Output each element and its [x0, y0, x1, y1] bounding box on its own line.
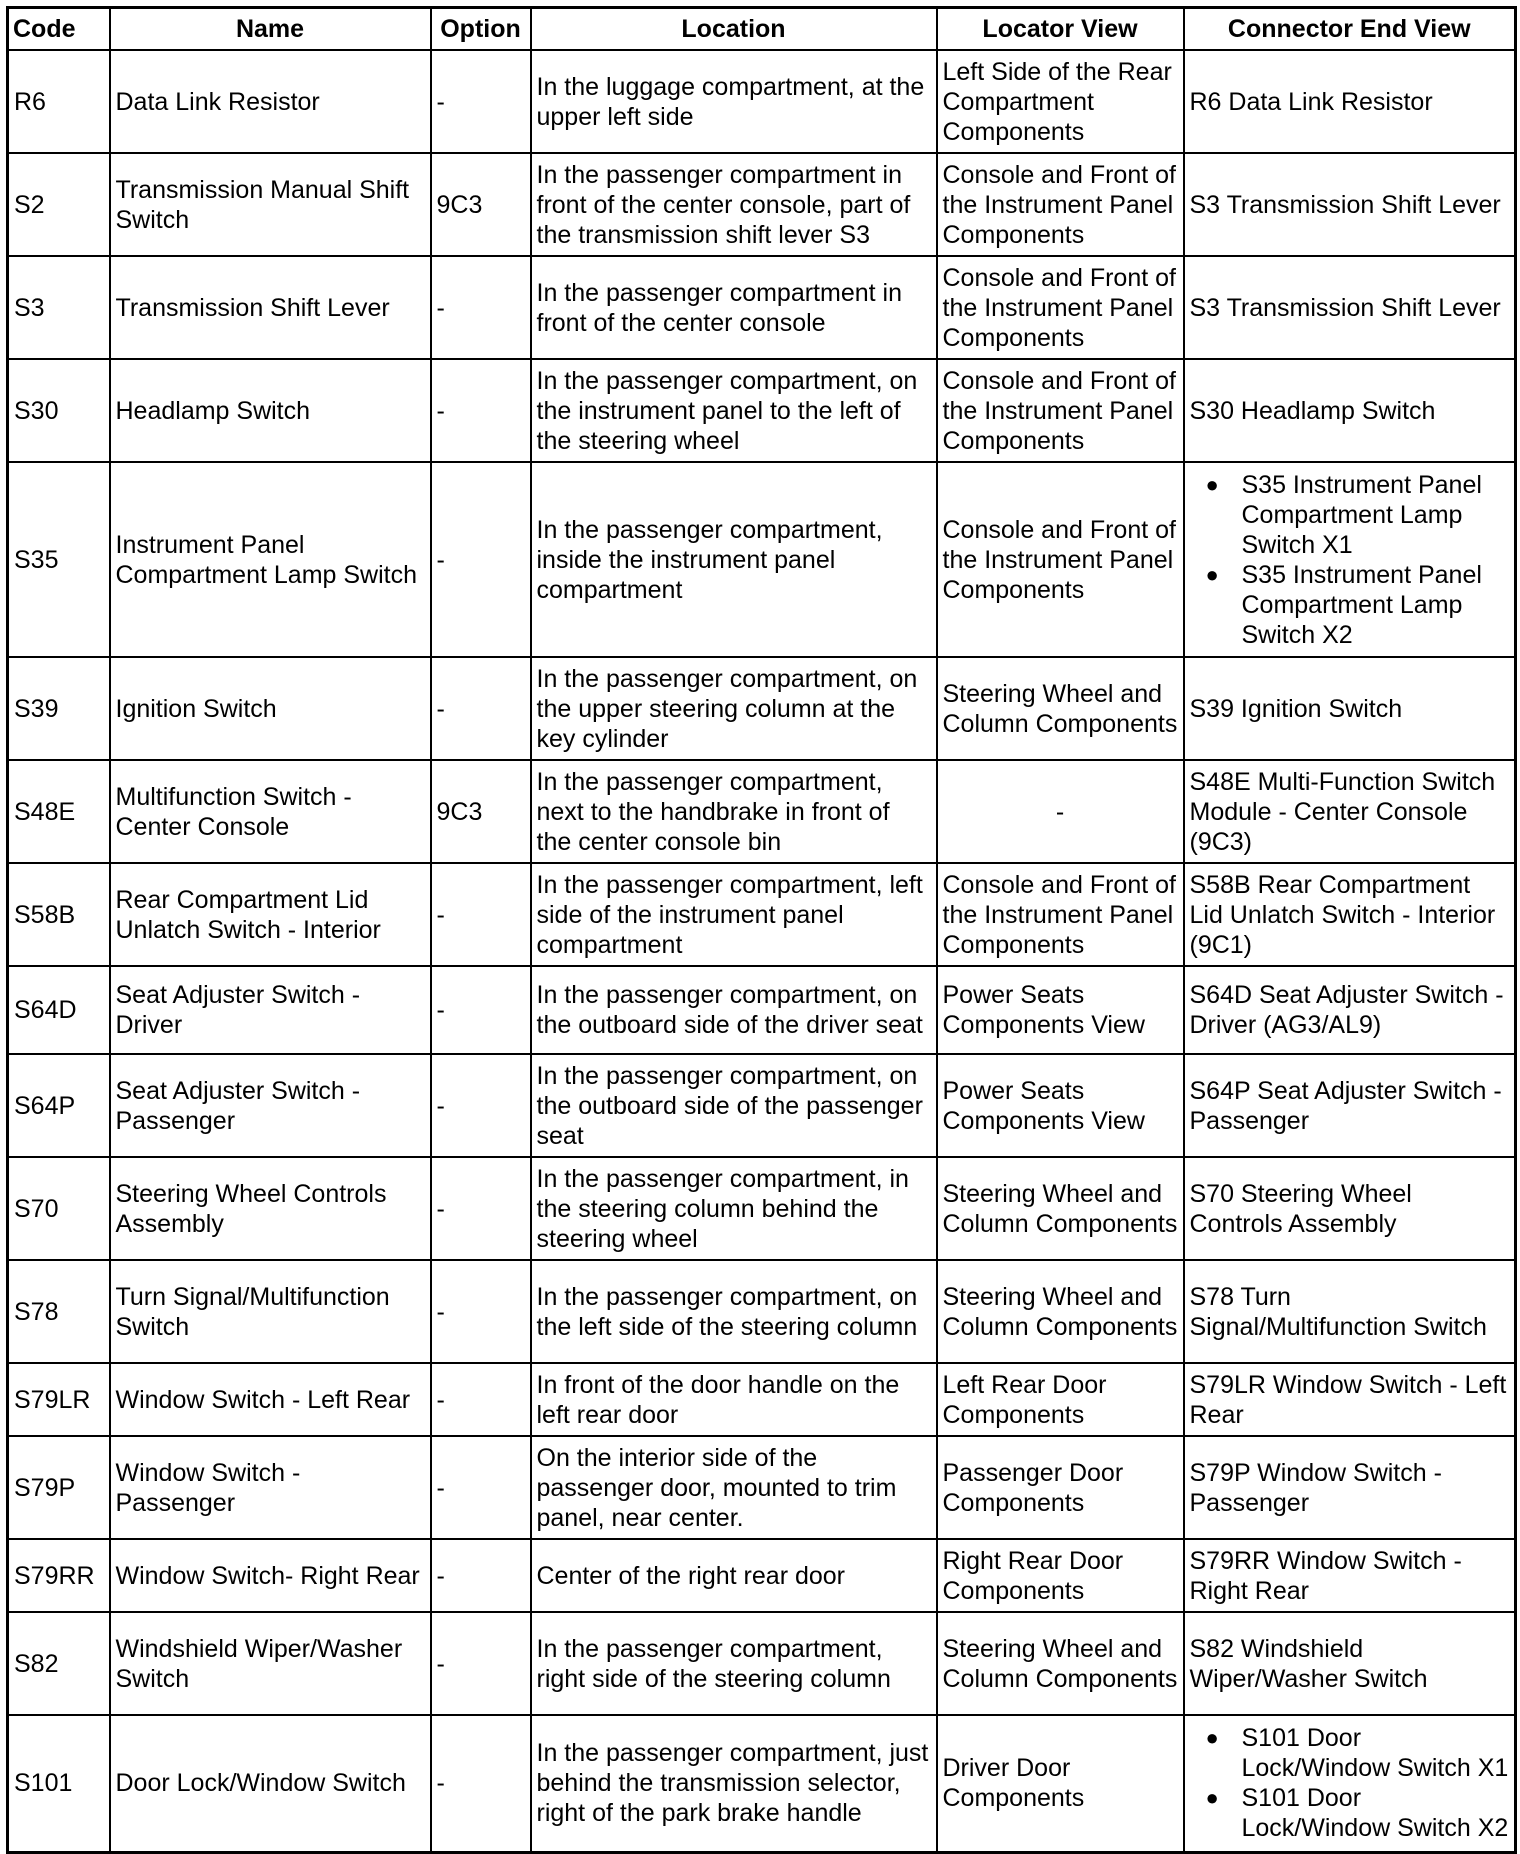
table-row — [8, 256, 1516, 359]
cell-code: S70 — [8, 1157, 110, 1260]
cell-locator-view: Console and Front of the Instrument Panel Components — [937, 153, 1184, 256]
cell-code: S48E — [8, 760, 110, 863]
cell-connector-end-view: S48E Multi-Function Switch Module - Center Console (9C3) — [1184, 760, 1516, 863]
cell-locator-view: Steering Wheel and Column Components — [937, 1157, 1184, 1260]
cell-connector-end-view: S79RR Window Switch - Right Rear — [1184, 1539, 1516, 1612]
cell-option: - — [431, 1054, 531, 1157]
table-row — [8, 1539, 1516, 1612]
cell-code: S30 — [8, 359, 110, 462]
cell-locator-view: Console and Front of the Instrument Panel Components — [937, 256, 1184, 359]
cell-locator-view: Left Side of the Rear Compartment Components — [937, 50, 1184, 153]
cell-code: S39 — [8, 657, 110, 760]
cell-location: In front of the door handle on the left rear door — [531, 1363, 937, 1436]
cell-name: Multifunction Switch - Center Console — [110, 760, 431, 863]
cell-name: Transmission Manual Shift Switch — [110, 153, 431, 256]
cell-locator-view: Driver Door Components — [937, 1715, 1184, 1852]
table-header-row — [8, 8, 1516, 51]
table-row — [8, 359, 1516, 462]
cell-location: In the passenger compartment in front of the center console — [531, 256, 937, 359]
cell-location: In the passenger compartment, on the left side of the steering column — [531, 1260, 937, 1363]
cell-location: In the passenger compartment, next to the handbrake in front of the center console bin — [531, 760, 937, 863]
table-row — [8, 966, 1516, 1054]
cell-connector-end-view: S30 Headlamp Switch — [1184, 359, 1516, 462]
cell-connector-end-view — [1184, 462, 1516, 657]
cell-name: Ignition Switch — [110, 657, 431, 760]
connector-bullet-item: ● S101 Door Lock/Window Switch X1 — [1242, 1723, 1510, 1783]
cell-name: Window Switch - Passenger — [110, 1436, 431, 1539]
cell-code: S79LR — [8, 1363, 110, 1436]
cell-option: - — [431, 657, 531, 760]
column-header-code: Code — [8, 8, 110, 51]
table-row — [8, 50, 1516, 153]
cell-locator-view: Left Rear Door Components — [937, 1363, 1184, 1436]
cell-location: In the passenger compartment, left side of the instrument panel compartment — [531, 863, 937, 966]
cell-name: Window Switch- Right Rear — [110, 1539, 431, 1612]
cell-code: S78 — [8, 1260, 110, 1363]
cell-name: Window Switch - Left Rear — [110, 1363, 431, 1436]
cell-connector-end-view: S3 Transmission Shift Lever — [1184, 153, 1516, 256]
table-row — [8, 1363, 1516, 1436]
cell-code: S3 — [8, 256, 110, 359]
cell-connector-end-view: S70 Steering Wheel Controls Assembly — [1184, 1157, 1516, 1260]
cell-name: Seat Adjuster Switch - Passenger — [110, 1054, 431, 1157]
table-row — [8, 153, 1516, 256]
cell-location: In the passenger compartment, in the steering column behind the steering wheel — [531, 1157, 937, 1260]
cell-name: Steering Wheel Controls Assembly — [110, 1157, 431, 1260]
cell-locator-view: Steering Wheel and Column Components — [937, 1260, 1184, 1363]
cell-option: - — [431, 256, 531, 359]
cell-option: - — [431, 1436, 531, 1539]
cell-option: - — [431, 863, 531, 966]
cell-location: Center of the right rear door — [531, 1539, 937, 1612]
cell-location: In the passenger compartment in front of the center console, part of the transmission shift lever S3 — [531, 153, 937, 256]
column-header-connector-end-view: Connector End View — [1184, 8, 1516, 51]
cell-location: In the passenger compartment, on the upper steering column at the key cylinder — [531, 657, 937, 760]
cell-connector-end-view: S3 Transmission Shift Lever — [1184, 256, 1516, 359]
cell-location: In the passenger compartment, just behind the transmission selector, right of the park brake handle — [531, 1715, 937, 1852]
cell-code: S79P — [8, 1436, 110, 1539]
cell-connector-end-view: S79P Window Switch - Passenger — [1184, 1436, 1516, 1539]
connector-bullet-list — [1190, 1723, 1510, 1843]
cell-location: In the passenger compartment, on the outboard side of the driver seat — [531, 966, 937, 1054]
cell-locator-view: - — [937, 760, 1184, 863]
table-row — [8, 1054, 1516, 1157]
connector-bullet-item: ● S101 Door Lock/Window Switch X2 — [1242, 1783, 1510, 1843]
cell-name: Data Link Resistor — [110, 50, 431, 153]
cell-name: Transmission Shift Lever — [110, 256, 431, 359]
cell-name: Instrument Panel Compartment Lamp Switch — [110, 462, 431, 657]
column-header-option: Option — [431, 8, 531, 51]
cell-locator-view: Right Rear Door Components — [937, 1539, 1184, 1612]
cell-code: S64D — [8, 966, 110, 1054]
cell-option: - — [431, 1363, 531, 1436]
cell-location: In the passenger compartment, right side of the steering column — [531, 1612, 937, 1715]
cell-connector-end-view: S82 Windshield Wiper/Washer Switch — [1184, 1612, 1516, 1715]
cell-locator-view: Power Seats Components View — [937, 1054, 1184, 1157]
cell-code: S58B — [8, 863, 110, 966]
cell-name: Rear Compartment Lid Unlatch Switch - Interior — [110, 863, 431, 966]
cell-code: S35 — [8, 462, 110, 657]
table-body — [8, 50, 1516, 1852]
cell-locator-view: Console and Front of the Instrument Panel Components — [937, 462, 1184, 657]
cell-code: S79RR — [8, 1539, 110, 1612]
cell-name: Turn Signal/Multifunction Switch — [110, 1260, 431, 1363]
cell-location: In the passenger compartment, on the outboard side of the passenger seat — [531, 1054, 937, 1157]
cell-option: - — [431, 1157, 531, 1260]
cell-code: S82 — [8, 1612, 110, 1715]
cell-locator-view: Console and Front of the Instrument Panel Components — [937, 863, 1184, 966]
cell-location: In the passenger compartment, inside the instrument panel compartment — [531, 462, 937, 657]
table-row — [8, 760, 1516, 863]
table-row — [8, 1157, 1516, 1260]
column-header-name: Name — [110, 8, 431, 51]
cell-option: - — [431, 1260, 531, 1363]
cell-option: - — [431, 1539, 531, 1612]
cell-connector-end-view: S64D Seat Adjuster Switch - Driver (AG3/AL9) — [1184, 966, 1516, 1054]
cell-option: - — [431, 1612, 531, 1715]
cell-option: 9C3 — [431, 153, 531, 256]
cell-option: - — [431, 966, 531, 1054]
table-row — [8, 657, 1516, 760]
cell-connector-end-view: S64P Seat Adjuster Switch - Passenger — [1184, 1054, 1516, 1157]
table-row — [8, 1715, 1516, 1852]
cell-code: R6 — [8, 50, 110, 153]
cell-name: Seat Adjuster Switch - Driver — [110, 966, 431, 1054]
cell-option: 9C3 — [431, 760, 531, 863]
cell-connector-end-view: S39 Ignition Switch — [1184, 657, 1516, 760]
cell-location: In the passenger compartment, on the instrument panel to the left of the steering wheel — [531, 359, 937, 462]
table-row — [8, 462, 1516, 657]
cell-connector-end-view: S78 Turn Signal/Multifunction Switch — [1184, 1260, 1516, 1363]
connector-bullet-item: ● S35 Instrument Panel Compartment Lamp Switch X2 — [1242, 560, 1510, 650]
table-row — [8, 1436, 1516, 1539]
table-row — [8, 863, 1516, 966]
table-row — [8, 1260, 1516, 1363]
cell-locator-view: Steering Wheel and Column Components — [937, 1612, 1184, 1715]
cell-name: Windshield Wiper/Washer Switch — [110, 1612, 431, 1715]
cell-code: S2 — [8, 153, 110, 256]
component-locator-table — [6, 6, 1517, 1854]
cell-option: - — [431, 1715, 531, 1852]
cell-location: On the interior side of the passenger door, mounted to trim panel, near center. — [531, 1436, 937, 1539]
cell-locator-view: Power Seats Components View — [937, 966, 1184, 1054]
cell-name: Door Lock/Window Switch — [110, 1715, 431, 1852]
cell-code: S101 — [8, 1715, 110, 1852]
cell-locator-view: Steering Wheel and Column Components — [937, 657, 1184, 760]
connector-bullet-item: ● S35 Instrument Panel Compartment Lamp Switch X1 — [1242, 470, 1510, 560]
column-header-locator-view: Locator View — [937, 8, 1184, 51]
cell-option: - — [431, 462, 531, 657]
cell-connector-end-view: S58B Rear Compartment Lid Unlatch Switch - Interior (9C1) — [1184, 863, 1516, 966]
cell-locator-view: Passenger Door Components — [937, 1436, 1184, 1539]
cell-name: Headlamp Switch — [110, 359, 431, 462]
cell-locator-view: Console and Front of the Instrument Panel Components — [937, 359, 1184, 462]
cell-connector-end-view: S79LR Window Switch - Left Rear — [1184, 1363, 1516, 1436]
cell-connector-end-view: R6 Data Link Resistor — [1184, 50, 1516, 153]
cell-connector-end-view — [1184, 1715, 1516, 1852]
cell-code: S64P — [8, 1054, 110, 1157]
column-header-location: Location — [531, 8, 937, 51]
connector-bullet-list — [1190, 470, 1510, 650]
cell-location: In the luggage compartment, at the upper left side — [531, 50, 937, 153]
table-row — [8, 1612, 1516, 1715]
cell-option: - — [431, 50, 531, 153]
cell-option: - — [431, 359, 531, 462]
